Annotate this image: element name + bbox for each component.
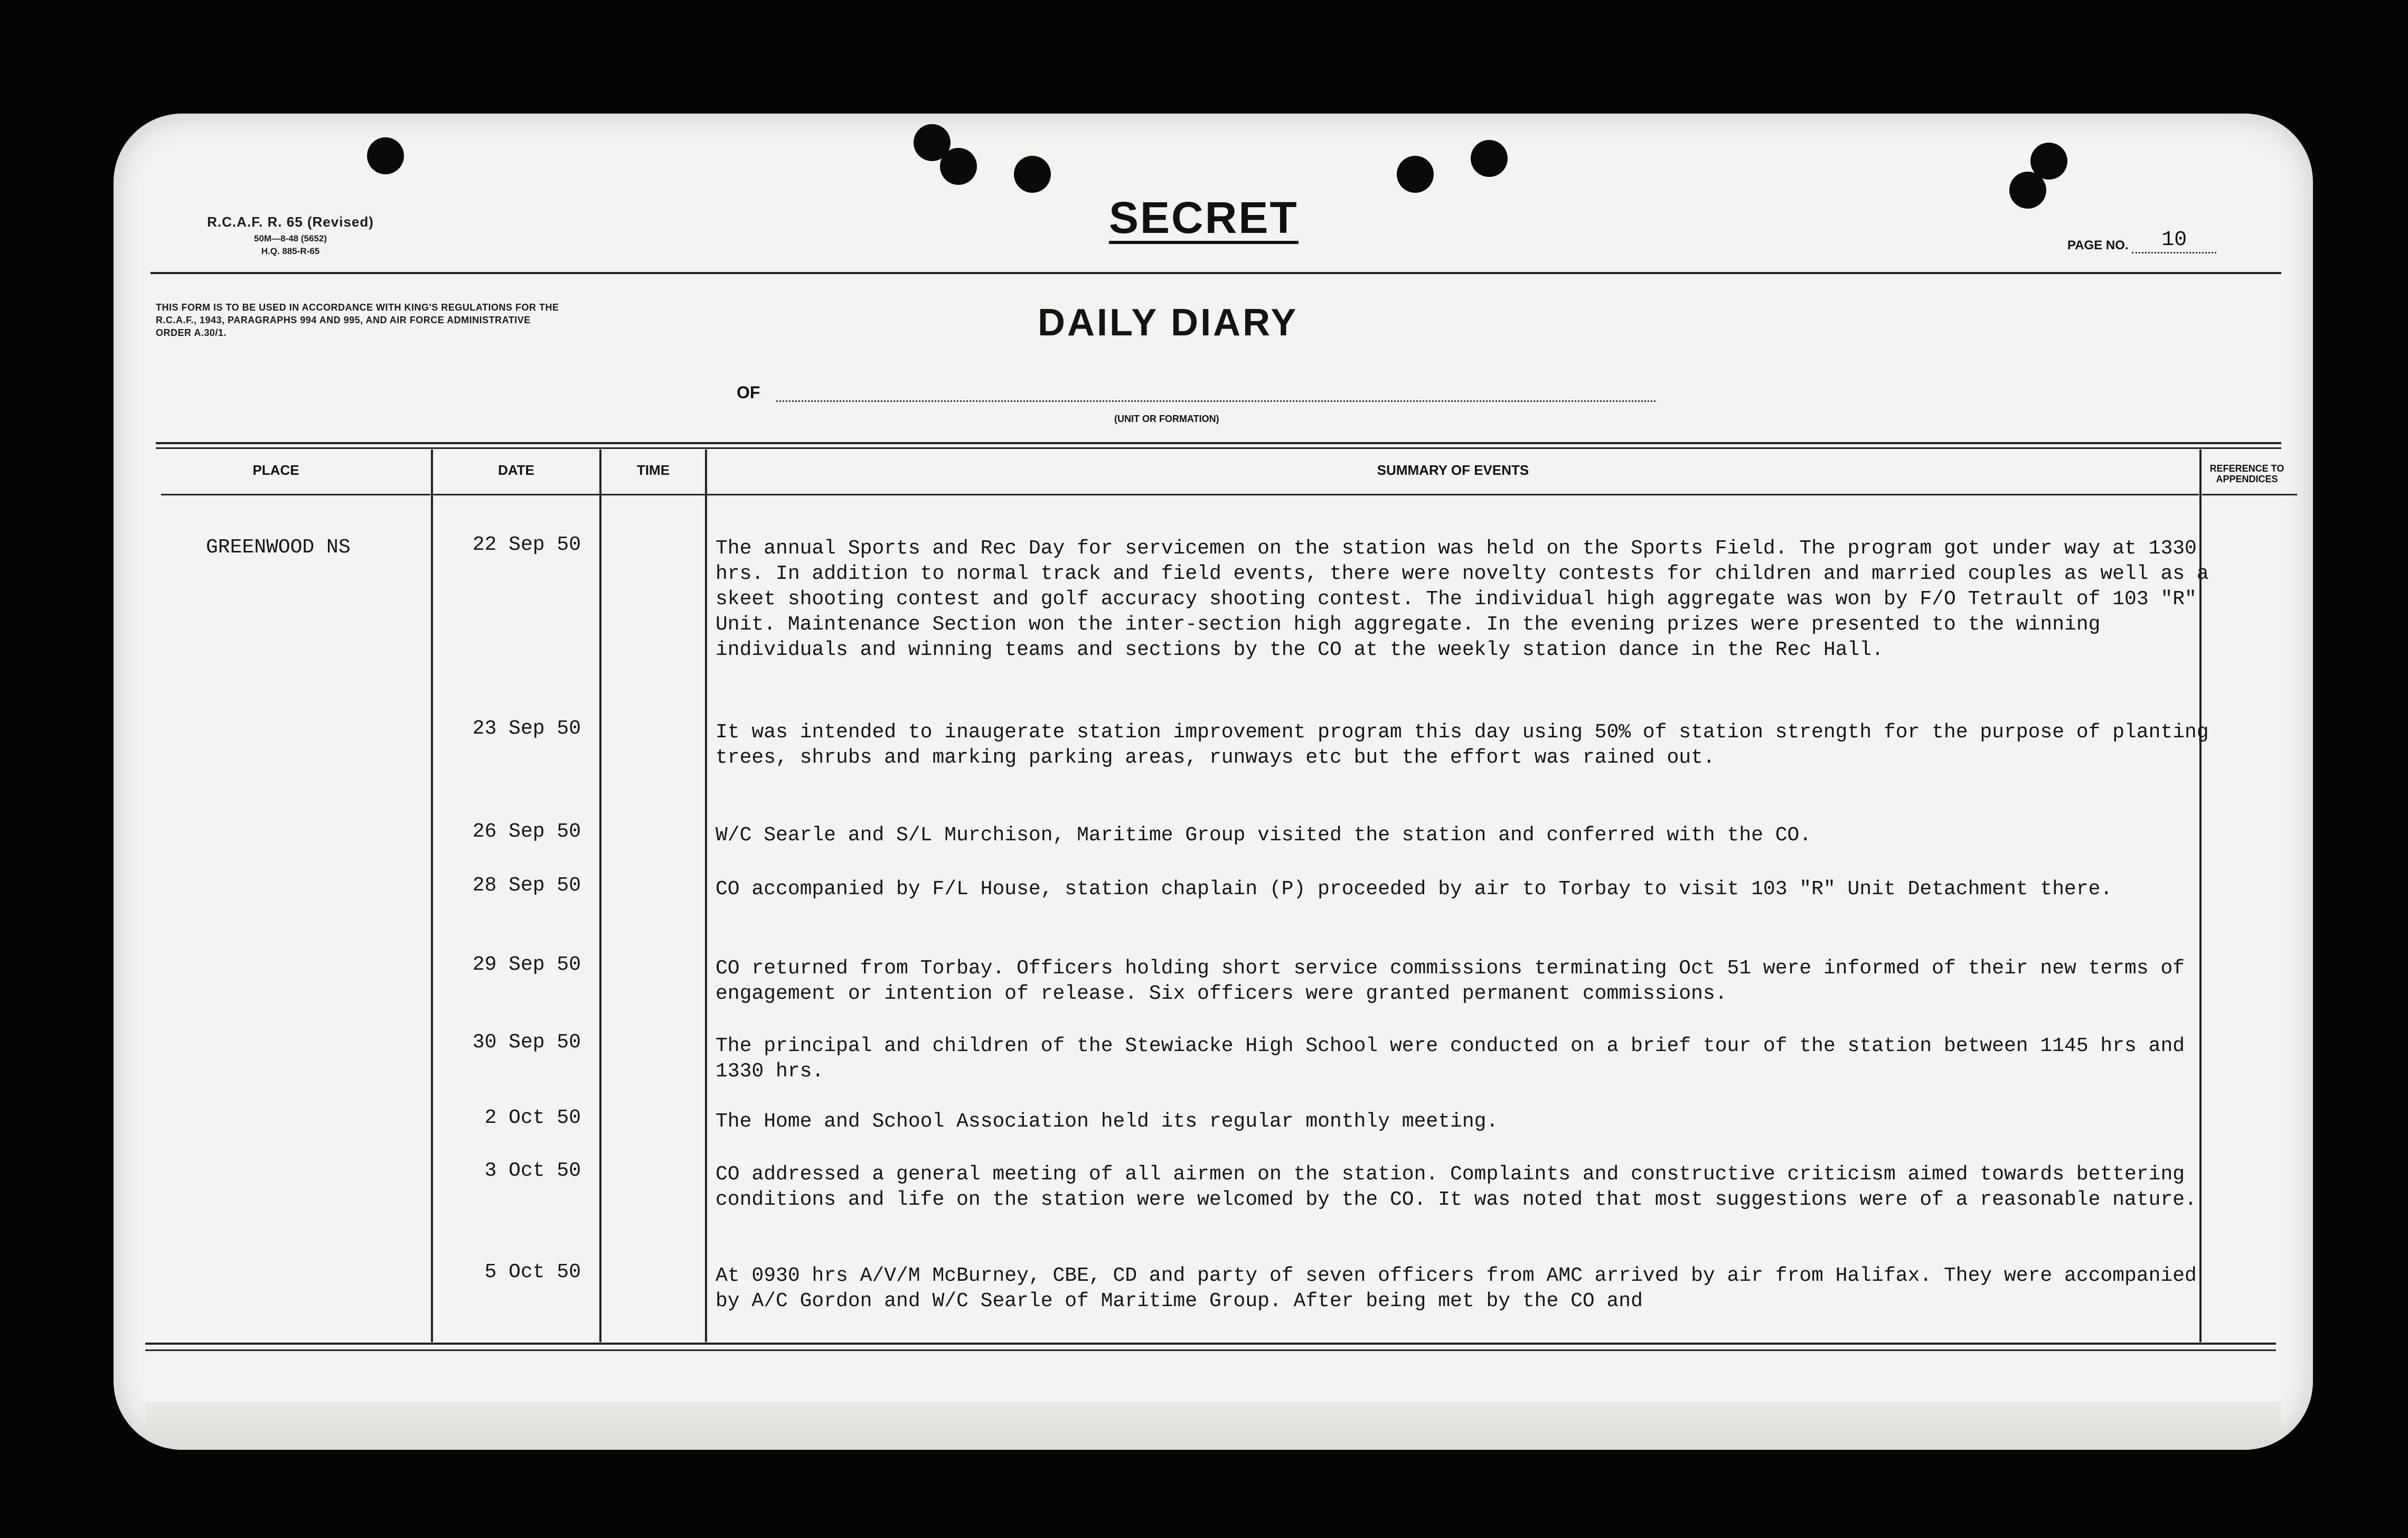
entry-date: 30 Sep 50 — [472, 1031, 581, 1054]
form-title: DAILY DIARY — [1038, 302, 1299, 344]
entry-summary: The Home and School Association held its regular monthly meeting. — [716, 1110, 1499, 1133]
column-header-place: PLACE — [252, 462, 299, 478]
entry-date: 3 Oct 50 — [484, 1159, 581, 1182]
entry-summary: W/C Searle and S/L Murchison, Maritime Group visited the station and conferred with the CO. — [716, 824, 1812, 847]
place-value: GREENWOOD NS — [206, 536, 351, 559]
of-label: OF — [737, 383, 760, 402]
entry-date: 22 Sep 50 — [472, 533, 581, 556]
punch-hole — [940, 148, 977, 185]
column-header-time: TIME — [636, 462, 670, 478]
entry-date: 26 Sep 50 — [472, 820, 581, 843]
header-underline — [161, 494, 430, 495]
table-bottom-rule — [145, 1349, 2276, 1351]
header-divider — [150, 272, 2281, 274]
header-underline — [2202, 494, 2297, 495]
punch-hole — [1397, 156, 1434, 193]
diary-sheet — [114, 114, 2313, 1450]
entry-date: 2 Oct 50 — [484, 1106, 581, 1129]
entry-summary: The principal and children of the Stewiacke High School were conducted on a brief tour of the station between 1145 hrs and 1330 hrs. — [716, 1035, 2197, 1083]
punch-hole — [367, 137, 404, 174]
entry-date: 28 Sep 50 — [472, 874, 581, 897]
form-identifier — [172, 214, 409, 257]
hq-code: H.Q. 885-R-65 — [261, 246, 320, 256]
print-code: 50M—8-48 (5652) — [254, 233, 327, 243]
entry-summary: At 0930 hrs A/V/M McBurney, CBE, CD and party of seven officers from AMC arrived by air from Halifax. They were accompanied by A/C Gordon and W/C Searle of Maritime Group. After being met by the CO and — [716, 1264, 2209, 1312]
table-top-rule — [156, 447, 2281, 449]
entry-summary: CO accompanied by F/L House, station chaplain (P) proceeded by air to Torbay to visit 103 "R" Unit Detachment there. — [716, 878, 2113, 901]
entry-summary: The annual Sports and Rec Day for servicemen on the station was held on the Sports Field. The program got under way at 1330 hrs. In addition to normal track and field events, there were novelty contests for children and married couples as well as a skeet shooting contest and golf accuracy shooting contest. The individual high aggregate was won by F/O Tetrault of 103 "R" Unit. Maintenance Section won the inter-section high aggregate. In the evening prizes were presented to the winning individuals and winning teams and sections by the CO at the weekly station dance in the Rec Hall. — [716, 537, 2221, 661]
punch-hole — [2009, 172, 2046, 209]
column-header-summary: SUMMARY OF EVENTS — [1377, 462, 1529, 478]
page-number-label: PAGE NO. — [2067, 238, 2129, 252]
form-id: R.C.A.F. R. 65 (Revised) — [207, 214, 374, 230]
form-instructions: THIS FORM IS TO BE USED IN ACCORDANCE WITH KING'S REGULATIONS FOR THE R.C.A.F., 1943, PARAGRAPHS 994 AND 995, AND AIR FORCE ADMINISTRATIVE ORDER A.30/1. — [156, 302, 559, 338]
entry-date: 29 Sep 50 — [472, 953, 581, 976]
entry-summary: CO returned from Torbay. Officers holding short service commissions terminating Oct 51 were informed of their new terms of engagement or intention of release. Six officers were granted permanent commissions. — [716, 957, 2197, 1005]
column-divider — [705, 449, 707, 1342]
sheet-bottom-margin — [145, 1402, 2281, 1450]
page-number-value: 10 — [2132, 228, 2216, 254]
entry-date: 23 Sep 50 — [472, 717, 581, 740]
entry-date: 5 Oct 50 — [484, 1261, 581, 1283]
classification-heading: SECRET — [1109, 195, 1299, 244]
header-underline — [601, 494, 705, 495]
column-divider — [431, 449, 433, 1342]
table-bottom-rule — [145, 1343, 2276, 1345]
table-top-rule — [156, 442, 2281, 444]
header-underline — [433, 494, 599, 495]
punch-hole — [1014, 156, 1051, 193]
page-number-field — [2067, 228, 2216, 258]
column-header-reference: REFERENCE TO APPENDICES — [2209, 463, 2284, 484]
column-divider — [599, 449, 601, 1342]
header-underline — [707, 494, 2199, 495]
entry-summary: CO addressed a general meeting of all airmen on the station. Complaints and constructive criticism aimed towards bettering conditions and life on the station were welcomed by the CO. It was noted that most suggestions were of a reasonable nature. — [716, 1163, 2197, 1211]
punch-hole — [1471, 140, 1508, 177]
column-header-date: DATE — [498, 462, 534, 478]
unit-formation-label: (UNIT OR FORMATION) — [1114, 414, 1219, 424]
entry-summary: It was intended to inaugerate station improvement program this day using 50% of station strength for the purpose of planting trees, shrubs and marking parking areas, runways etc but the effort was rained out. — [716, 721, 2221, 769]
unit-formation-line — [776, 400, 1656, 402]
